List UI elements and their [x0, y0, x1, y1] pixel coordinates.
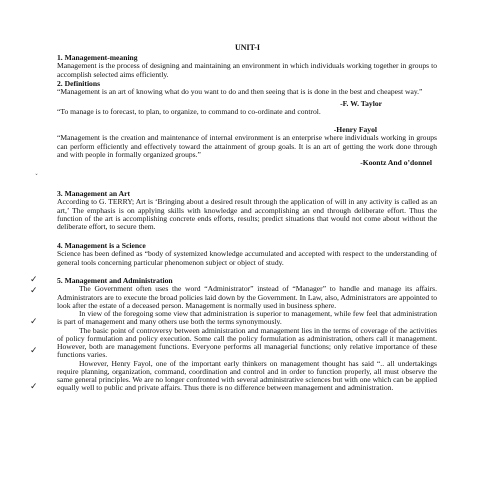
heading-definitions: 2. Definitions — [57, 79, 101, 88]
author-taylor: -F. W. Taylor — [340, 98, 382, 108]
admin-paragraph-4: However, Henry Fayol, one of the important early thinkers on management thought has said “.. all undertakings require planning, organization, command, coordination and control and in order to function properly, all must observe the same general principles. We are no longer confronted with several administrative sciences but with one which can be applied equally well to public and private affairs. Thus there is no difference between management and administration. — [57, 358, 437, 393]
checkmark-icon: ✓ — [30, 382, 38, 392]
definition-koontz: “Management is the creation and maintenance of internal environment is an enterprise where individuals working in groups can perform efficiently and effectively toward the attainment of group goals. It is an art of getting the work done through and with people in formally organized groups.” — [57, 133, 437, 159]
definition-fayol: “To manage is to forecast, to plan, to organize, to command to co-ordinate and control. — [57, 106, 321, 116]
definition-taylor: “Management is an art of knowing what do you want to do and then seeing that is is done in the best and cheapest way.” — [57, 87, 423, 97]
stray-mark: ˇ — [35, 174, 38, 181]
text-management-science: Science has been defined as “body of systemized knowledge accumulated and accepted with respect to the understanding of general tools concerning particular phenomenon subject or object of study. — [57, 249, 437, 267]
checkmark-icon: ✓ — [30, 275, 38, 285]
checkmark-icon: ✓ — [30, 317, 38, 327]
section-management-meaning — [57, 54, 437, 79]
heading-management-meaning: 1. Management-meaning — [57, 53, 138, 62]
admin-paragraph-1: The Government often uses the word “Administrator” instead of “Manager” to handle and manage its affairs. Administrators are to execute the broad policies laid down by the Government. In Law, also, Administrators are appointed to look after the estate of a deceased person. Management is normally used in business sphere. — [57, 284, 437, 310]
author-fayol: -Henry Fayol — [333, 125, 377, 134]
unit-title: UNIT-I — [234, 43, 261, 52]
heading-management-science: 4. Management is a Science — [57, 241, 146, 250]
text-management-art: According to G. TERRY; Art is ‘Bringing about a desired result through the application of will in any activity is called as an art,’ The emphasis is on applying skills with knowledge and accomplishing an end through deliberate effort. Thus the function of the art is accomplishing concrete ends efforts, results; predict situations that would not come about without the deliberate effort, to secure them. — [57, 197, 437, 231]
section-management-science — [57, 242, 437, 267]
admin-paragraph-2: In view of the foregoing some view that administration is superior to management, while few feel that administration is part of management and many others use both the terms synonymously. — [57, 309, 437, 327]
checkmark-icon: ✓ — [30, 346, 38, 356]
text-management-meaning: Management is the process of designing and maintaining an environment in which individuals working together in groups to accomplish selected aims efficiently. — [57, 61, 437, 79]
section-management-administration — [57, 277, 437, 393]
heading-management-administration: 5. Management and Administration — [57, 276, 173, 285]
heading-management-art: 3. Management an Art — [57, 189, 130, 198]
admin-paragraph-3: The basic point of controversy between administration and management lies in the terms of coverage of the activities of policy formulation and policy execution. Some call the policy formulation as administration, others call it management. However, both are management functions. Everyone performs all managerial functions; only relative importance of these functions varies. — [57, 325, 437, 360]
section-management-art — [57, 190, 437, 231]
section-definitions — [57, 80, 437, 167]
checkmark-icon: ✓ — [30, 286, 38, 296]
author-koontz: -Koontz And o’donnel — [360, 158, 432, 167]
